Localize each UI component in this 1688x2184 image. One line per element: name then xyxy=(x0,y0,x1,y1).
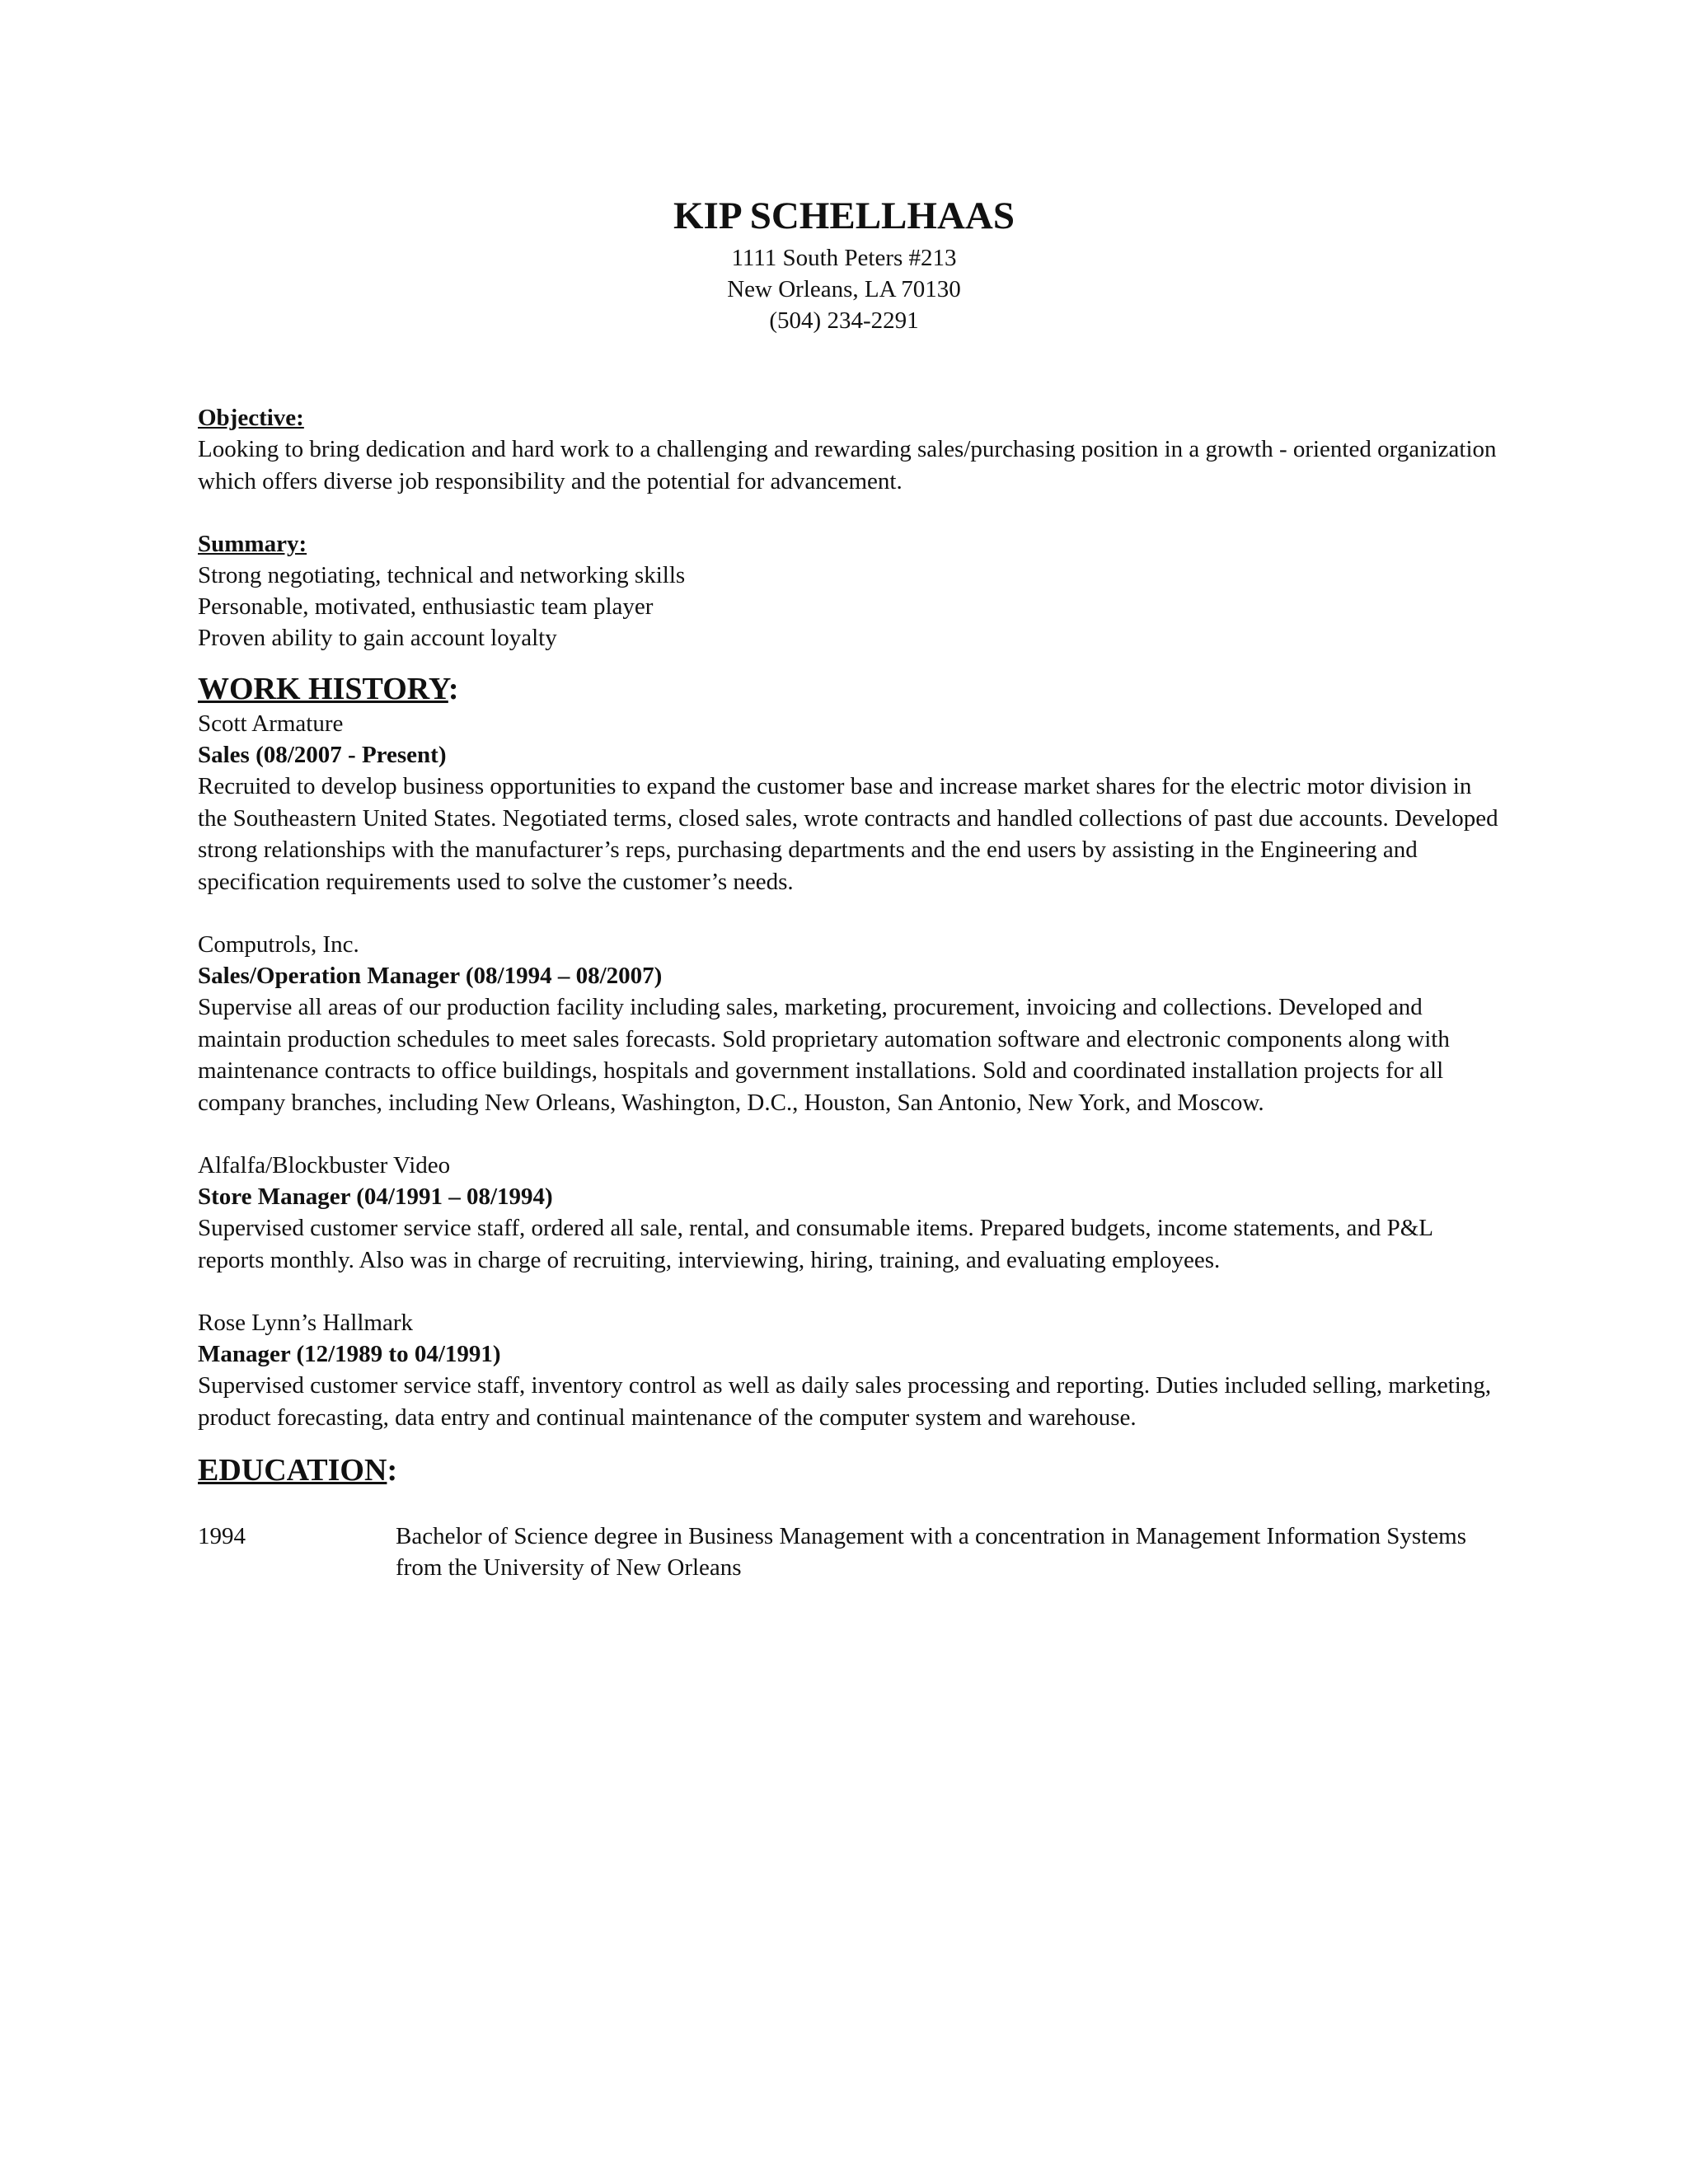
work-history-label: WORK HISTORY xyxy=(198,672,448,706)
job-title: Manager (12/1989 to 04/1991) xyxy=(198,1341,501,1367)
candidate-name: KIP SCHELLHAAS xyxy=(673,194,1015,237)
education-label: EDUCATION xyxy=(198,1453,387,1488)
education-section xyxy=(198,1451,1500,1583)
resume-page xyxy=(198,190,1500,1583)
job-company: Rose Lynn’s Hallmark xyxy=(198,1310,413,1336)
work-history-section xyxy=(198,670,1500,1433)
job-company: Alfalfa/Blockbuster Video xyxy=(198,1152,451,1179)
job-title: Sales/Operation Manager (08/1994 – 08/2007) xyxy=(198,963,663,989)
phone-number: (504) 234-2291 xyxy=(769,307,919,334)
job-company: Scott Armature xyxy=(198,710,344,737)
address-line-1: 1111 South Peters #213 xyxy=(731,245,957,271)
education-heading xyxy=(198,1451,1500,1489)
summary-item: Strong negotiating, technical and networking skills xyxy=(198,562,686,588)
summary-item: Proven ability to gain account loyalty xyxy=(198,625,557,651)
objective-label: Objective: xyxy=(198,405,304,431)
education-year: 1994 xyxy=(198,1523,246,1549)
address-line-2: New Orleans, LA 70130 xyxy=(727,276,961,302)
job-title: Store Manager (04/1991 – 08/1994) xyxy=(198,1183,553,1210)
job-title: Sales (08/2007 - Present) xyxy=(198,742,447,768)
job-description: Supervised customer service staff, ordered all sale, rental, and consumable items. Prepared budgets, income statements, and P&L reports monthly. Also was in charge of recruiting, interviewing, hiring, training, and evaluating employees. xyxy=(198,1215,1432,1273)
job-entry xyxy=(198,1150,1500,1276)
summary-item: Personable, motivated, enthusiastic team player xyxy=(198,593,654,620)
job-description: Supervised customer service staff, inventory control as well as daily sales processing and reporting. Duties included selling, marketing, product forecasting, data entry and continual maintenance of the computer system and warehouse. xyxy=(198,1372,1492,1431)
job-entry xyxy=(198,708,1500,898)
summary-section xyxy=(198,528,1500,654)
work-history-colon: : xyxy=(448,672,459,706)
education-colon: : xyxy=(387,1453,398,1488)
summary-label: Summary: xyxy=(198,531,307,557)
job-description: Recruited to develop business opportunities to expand the customer base and increase market shares for the electric motor division in the Southeastern United States. Negotiated terms, closed sales, wrote contracts and handled collections of past due accounts. Developed strong relationships with the manufacturer’s reps, purchasing departments and the end users by assisting in the Engineering and specification requirements used to solve the customer’s needs. xyxy=(198,773,1498,895)
job-entry xyxy=(198,1307,1500,1433)
job-description: Supervise all areas of our production facility including sales, marketing, procurement, invoicing and collections. Developed and maintain production schedules to meet sales forecasts. Sold proprietary automation software and electronic components along with maintenance contracts to office buildings, hospitals and government installations. Sold and coordinated installation projects for all company branches, including New Orleans, Washington, D.C., Houston, San Antonio, New York, and Moscow. xyxy=(198,994,1450,1116)
education-degree: Bachelor of Science degree in Business Management with a concentration in Management Information Systems from the University of New Orleans xyxy=(396,1523,1466,1581)
job-company: Computrols, Inc. xyxy=(198,931,359,958)
education-entry xyxy=(198,1521,1500,1583)
work-history-heading xyxy=(198,670,1500,708)
job-entry xyxy=(198,929,1500,1118)
objective-section xyxy=(198,402,1500,497)
resume-header xyxy=(0,190,1688,336)
objective-text: Looking to bring dedication and hard work to a challenging and rewarding sales/purchasing position in a growth - oriented organization which offers diverse job responsibility and the potential for advancement. xyxy=(198,436,1497,494)
